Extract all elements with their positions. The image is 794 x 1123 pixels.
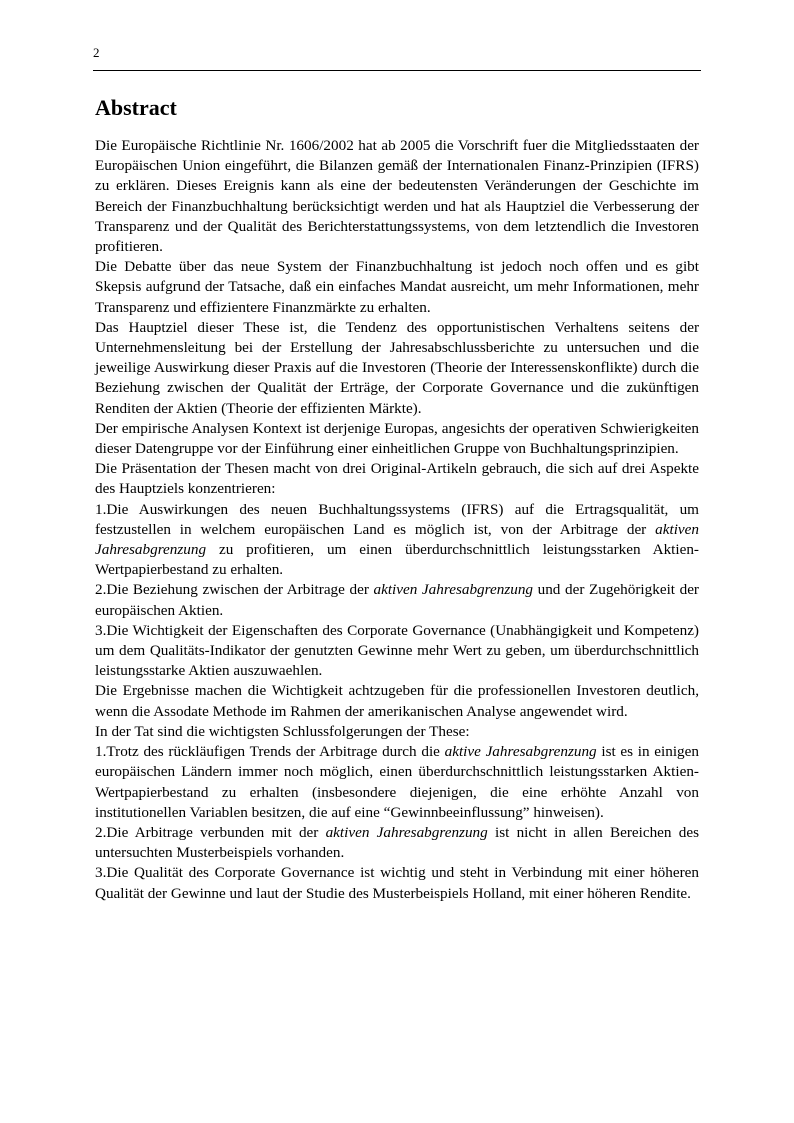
abstract-body	[95, 136, 699, 904]
page-number: 2	[93, 45, 100, 60]
italic-term: aktiven Jahresabgrenzung	[95, 520, 699, 559]
text-run: und der Zugehörigkeit der europäischen Aktien.	[95, 581, 699, 619]
list-item	[95, 580, 699, 620]
text-run: ist nicht in allen Bereichen des untersuchten Musterbeispiels vorhanden.	[95, 823, 699, 862]
text-run: Das Hauptziel dieser These ist, die Tendenz des opportunistischen Verhaltens seitens der Unternehmensleitung bei der Erstellung der Jahresabschlussberichte zu untersuchen und die jeweilige Auswirkung dieser Praxis auf die Investoren (Theorie der Interessenskonflikte) durch die Beziehung zwischen der Qualität der Erträge, der Corporate Governance und die zukünftigen Renditen der Aktien (Theorie der effizienten Märkte).	[95, 318, 699, 417]
list-item	[95, 863, 699, 903]
text-run: Die Präsentation der Thesen macht von drei Original-Artikeln gebrauch, die sich auf drei Aspekte des Hauptziels konzentrieren:	[95, 460, 699, 498]
list-item	[95, 823, 699, 863]
list-item	[95, 621, 699, 682]
header-rule	[93, 70, 701, 71]
italic-term: aktiven Jahresabgrenzung	[373, 581, 534, 599]
text-run: 1.Trotz des rückläufigen Trends der Arbitrage durch die	[95, 743, 445, 761]
paragraph	[95, 681, 699, 721]
text-run: 3.Die Qualität des Corporate Governance ist wichtig und steht in Verbindung mit einer höheren Qualität der Gewinne und laut der Studie des Musterbeispiels Holland, mit einer höheren Rendite.	[95, 864, 699, 902]
paragraph	[95, 257, 699, 318]
paragraph	[95, 318, 699, 419]
paragraph	[95, 459, 699, 499]
text-run: 1.Die Auswirkungen des neuen Buchhaltungssystems (IFRS) auf die Ertragsqualität, um festzustellen in welchem europäischen Land es möglich ist, von der Arbitrage der	[95, 500, 699, 538]
text-run: Der empirische Analysen Kontext ist derjenige Europas, angesichts der operativen Schwierigkeiten dieser Datengruppe vor der Einführung einer einheitlichen Gruppe von Buchhaltungsprinzipien.	[95, 419, 699, 458]
text-run: ist es in einigen europäischen Ländern immer noch möglich, einen überdurchschnittlich leistungsstarken Aktien-Wertpapierbestand zu erhalten (insbesondere diejenigen, die eine erhöhte Anzahl von institutionellen Variablen besitzen, die auf eine “Gewinnbeeinflussung” hinweisen).	[95, 743, 699, 821]
text-run: Die Ergebnisse machen die Wichtigkeit achtzugeben für die professionellen Investoren deutlich, wenn die Assodate Methode im Rahmen der amerikanischen Analyse angewendet wird.	[95, 682, 699, 720]
text-run: 2.Die Arbitrage verbunden mit der	[95, 823, 326, 841]
text-run: 2.Die Beziehung zwischen der Arbitrage der	[95, 581, 374, 599]
list-item	[95, 500, 699, 581]
text-run: Die Europäische Richtlinie Nr. 1606/2002 hat ab 2005 die Vorschrift fuer die Mitgliedsstaaten der Europäischen Union eingeführt, die Bilanzen gemäß der Internationalen Finanz-Prinzipien (IFRS) zu erklären. Dieses Ereignis kann als eine der bedeutensten Veränderungen der Geschichte im Bereich der Finanzbuchhaltung berücksichtigt werden und hat als Hauptziel die Verbesserung der Transparenz und der Qualität des Berichterstattungssystems, von dem letztendlich die Investoren profitieren.	[95, 137, 699, 256]
paragraph	[95, 136, 699, 257]
text-run: In der Tat sind die wichtigsten Schlussfolgerungen der These:	[95, 722, 470, 740]
text-run: Die Debatte über das neue System der Finanzbuchhaltung ist jedoch noch offen und es gibt Skepsis aufgrund der Tatsache, daß ein einfaches Mandat ausreicht, um mehr Informationen, mehr Transparenz und effizientere Finanzmärkte zu erhalten.	[95, 258, 699, 316]
italic-term: aktiven Jahresabgrenzung	[325, 823, 488, 841]
section-title: Abstract	[95, 95, 177, 120]
paragraph	[95, 419, 699, 459]
paragraph	[95, 722, 699, 742]
text-run: 3.Die Wichtigkeit der Eigenschaften des Corporate Governance (Unabhängigkeit und Kompetenz) um dem Qualitäts-Indikator der genutzten Gewinne mehr Wert zu geben, um überdurchschnittlich leistungsstarke Aktien auszuwaehlen.	[95, 621, 699, 680]
text-run: zu profitieren, um einen überdurchschnittlich leistungsstarken Aktien-Wertpapierbestand zu erhalten.	[95, 541, 699, 579]
list-item	[95, 742, 699, 823]
italic-term: aktive Jahresabgrenzung	[444, 743, 597, 761]
